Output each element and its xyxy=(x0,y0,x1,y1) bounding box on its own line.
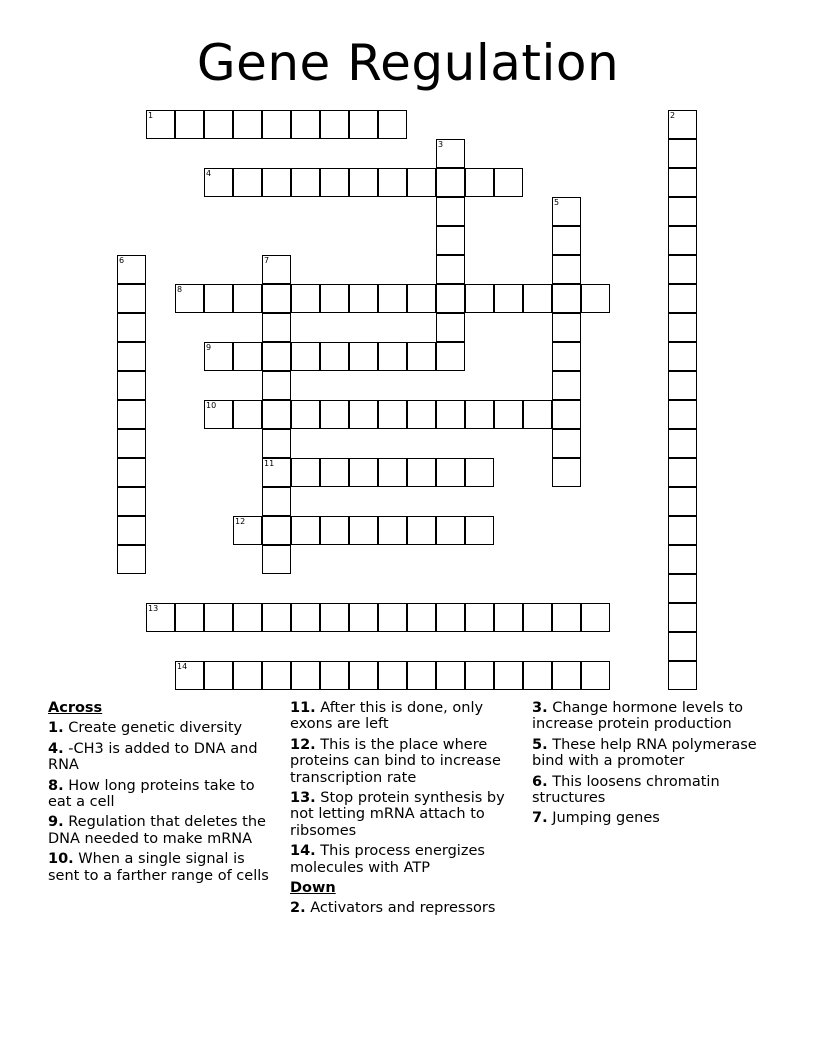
grid-cell[interactable] xyxy=(320,516,349,545)
grid-cell[interactable] xyxy=(407,284,436,313)
grid-cell[interactable] xyxy=(668,139,697,168)
grid-cell[interactable] xyxy=(552,226,581,255)
grid-cell[interactable] xyxy=(262,458,291,487)
clue-number-label: 6 xyxy=(119,256,125,265)
grid-cell[interactable] xyxy=(552,284,581,313)
grid-cell[interactable] xyxy=(668,313,697,342)
grid-cell[interactable] xyxy=(262,110,291,139)
clue-number-label: 13 xyxy=(148,604,159,613)
grid-cell[interactable] xyxy=(465,603,494,632)
grid-cell[interactable] xyxy=(581,284,610,313)
grid-cell[interactable] xyxy=(668,487,697,516)
grid-cell[interactable] xyxy=(233,110,262,139)
grid-cell[interactable] xyxy=(117,545,146,574)
grid-cell[interactable] xyxy=(494,661,523,690)
clue-across-14: 14. This process energizes molecules with ATP xyxy=(290,843,485,876)
grid-cell[interactable] xyxy=(378,342,407,371)
puzzle-title: Gene Regulation xyxy=(196,34,620,92)
grid-cell[interactable] xyxy=(291,603,320,632)
grid-cell[interactable] xyxy=(668,342,697,371)
grid-cell[interactable] xyxy=(262,545,291,574)
grid-cell[interactable] xyxy=(436,313,465,342)
grid-cell[interactable] xyxy=(552,400,581,429)
grid-cell[interactable] xyxy=(291,400,320,429)
grid-cell[interactable] xyxy=(262,168,291,197)
clue-across-12: 12. This is the place where proteins can bind to increase transcription rate xyxy=(290,736,501,786)
grid-cell[interactable] xyxy=(378,458,407,487)
down-heading: Down xyxy=(290,880,336,897)
grid-cell[interactable] xyxy=(204,110,233,139)
grid-cell[interactable] xyxy=(378,400,407,429)
grid-cell[interactable] xyxy=(320,342,349,371)
clue-down-2: 2. Activators and repressors xyxy=(290,900,496,917)
grid-cell[interactable] xyxy=(465,284,494,313)
grid-cell[interactable] xyxy=(117,342,146,371)
grid-cell[interactable] xyxy=(668,226,697,255)
grid-cell[interactable] xyxy=(233,516,262,545)
grid-cell[interactable] xyxy=(465,661,494,690)
grid-cell[interactable] xyxy=(117,371,146,400)
grid-cell[interactable] xyxy=(378,284,407,313)
grid-cell[interactable] xyxy=(291,168,320,197)
grid-cell[interactable] xyxy=(494,168,523,197)
grid-cell[interactable] xyxy=(320,458,349,487)
grid-cell[interactable] xyxy=(117,255,146,284)
grid-cell[interactable] xyxy=(552,458,581,487)
clue-down-7: 7. Jumping genes xyxy=(532,810,660,827)
grid-cell[interactable] xyxy=(204,603,233,632)
grid-cell[interactable] xyxy=(291,284,320,313)
grid-cell[interactable] xyxy=(378,168,407,197)
grid-cell[interactable] xyxy=(407,400,436,429)
grid-cell[interactable] xyxy=(175,110,204,139)
grid-cell[interactable] xyxy=(436,255,465,284)
grid-cell[interactable] xyxy=(552,371,581,400)
grid-cell[interactable] xyxy=(552,313,581,342)
grid-cell[interactable] xyxy=(262,255,291,284)
clue-number-label: 11 xyxy=(264,459,275,468)
clues-column-3 xyxy=(532,700,768,831)
grid-cell[interactable] xyxy=(349,284,378,313)
grid-cell[interactable] xyxy=(407,661,436,690)
grid-cell[interactable] xyxy=(494,400,523,429)
grid-cell[interactable] xyxy=(262,284,291,313)
grid-cell[interactable] xyxy=(668,458,697,487)
grid-cell[interactable] xyxy=(378,603,407,632)
grid-cell[interactable] xyxy=(581,661,610,690)
grid-cell[interactable] xyxy=(436,661,465,690)
grid-cell[interactable] xyxy=(436,603,465,632)
grid-cell[interactable] xyxy=(668,603,697,632)
grid-cell[interactable] xyxy=(233,168,262,197)
clue-across-9: 9. Regulation that deletes the DNA needed to make mRNA xyxy=(48,814,266,847)
clue-across-13: 13. Stop protein synthesis by not letting mRNA attach to ribsomes xyxy=(290,790,505,839)
grid-cell[interactable] xyxy=(465,516,494,545)
grid-cell[interactable] xyxy=(552,429,581,458)
grid-cell[interactable] xyxy=(117,487,146,516)
grid-cell[interactable] xyxy=(378,661,407,690)
grid-cell[interactable] xyxy=(117,313,146,342)
grid-cell[interactable] xyxy=(552,197,581,226)
grid-cell[interactable] xyxy=(349,661,378,690)
grid-cell[interactable] xyxy=(204,168,233,197)
clue-number-label: 12 xyxy=(235,517,246,526)
grid-cell[interactable] xyxy=(146,110,175,139)
clue-number-label: 8 xyxy=(177,285,183,294)
grid-cell[interactable] xyxy=(291,516,320,545)
grid-cell[interactable] xyxy=(436,458,465,487)
grid-cell[interactable] xyxy=(262,342,291,371)
grid-cell[interactable] xyxy=(204,342,233,371)
clue-across-4: 4. -CH3 is added to DNA and RNA xyxy=(48,740,258,774)
grid-cell[interactable] xyxy=(668,574,697,603)
grid-cell[interactable] xyxy=(320,168,349,197)
grid-cell[interactable] xyxy=(436,168,465,197)
grid-cell[interactable] xyxy=(668,516,697,545)
clue-number-label: 2 xyxy=(670,111,676,120)
grid-cell[interactable] xyxy=(233,661,262,690)
grid-cell[interactable] xyxy=(349,400,378,429)
clues-column-1 xyxy=(48,700,280,888)
clue-down-5: 5. These help RNA polymerase bind with a promoter xyxy=(532,736,757,770)
grid-cell[interactable] xyxy=(668,110,697,139)
grid-cell[interactable] xyxy=(436,284,465,313)
grid-cell[interactable] xyxy=(668,255,697,284)
clues-column-2 xyxy=(290,700,526,921)
clue-number-label: 1 xyxy=(148,111,154,120)
clue-number-label: 10 xyxy=(206,401,217,410)
grid-cell[interactable] xyxy=(668,429,697,458)
grid-cell[interactable] xyxy=(581,603,610,632)
grid-cell[interactable] xyxy=(117,400,146,429)
across-heading: Across xyxy=(48,700,103,716)
grid-cell[interactable] xyxy=(465,168,494,197)
grid-cell[interactable] xyxy=(465,458,494,487)
grid-cell[interactable] xyxy=(320,603,349,632)
grid-cell[interactable] xyxy=(349,458,378,487)
grid-cell[interactable] xyxy=(233,342,262,371)
grid-cell[interactable] xyxy=(320,400,349,429)
grid-cell[interactable] xyxy=(494,284,523,313)
grid-cell[interactable] xyxy=(262,603,291,632)
clue-number-label: 9 xyxy=(206,343,212,352)
grid-cell[interactable] xyxy=(668,284,697,313)
grid-cell[interactable] xyxy=(668,371,697,400)
grid-cell[interactable] xyxy=(117,458,146,487)
grid-cell[interactable] xyxy=(320,284,349,313)
grid-cell[interactable] xyxy=(465,400,494,429)
grid-cell[interactable] xyxy=(349,168,378,197)
clue-across-1: 1. Create genetic diversity xyxy=(48,720,243,737)
grid-cell[interactable] xyxy=(349,603,378,632)
grid-cell[interactable] xyxy=(349,516,378,545)
grid-cell[interactable] xyxy=(552,661,581,690)
grid-cell[interactable] xyxy=(407,342,436,371)
grid-cell[interactable] xyxy=(552,342,581,371)
grid-cell[interactable] xyxy=(175,661,204,690)
grid-cell[interactable] xyxy=(117,284,146,313)
grid-cell[interactable] xyxy=(291,110,320,139)
grid-cell[interactable] xyxy=(291,342,320,371)
grid-cell[interactable] xyxy=(668,632,697,661)
grid-cell[interactable] xyxy=(262,661,291,690)
grid-cell[interactable] xyxy=(349,110,378,139)
grid-cell[interactable] xyxy=(146,603,175,632)
grid-cell[interactable] xyxy=(262,400,291,429)
grid-cell[interactable] xyxy=(291,458,320,487)
clue-across-10: 10. When a single signal is sent to a farther range of cells xyxy=(48,851,269,884)
grid-cell[interactable] xyxy=(523,603,552,632)
grid-cell[interactable] xyxy=(117,516,146,545)
grid-cell[interactable] xyxy=(436,197,465,226)
clue-number-label: 3 xyxy=(438,140,444,149)
grid-cell[interactable] xyxy=(436,516,465,545)
grid-cell[interactable] xyxy=(436,139,465,168)
clue-number-label: 4 xyxy=(206,169,212,178)
grid-cell[interactable] xyxy=(668,545,697,574)
grid-cell[interactable] xyxy=(262,516,291,545)
grid-cell[interactable] xyxy=(407,516,436,545)
grid-cell[interactable] xyxy=(262,371,291,400)
grid-cell[interactable] xyxy=(378,516,407,545)
clue-number-label: 14 xyxy=(177,662,188,671)
grid-cell[interactable] xyxy=(291,661,320,690)
grid-cell[interactable] xyxy=(233,603,262,632)
grid-cell[interactable] xyxy=(523,284,552,313)
grid-cell[interactable] xyxy=(117,429,146,458)
grid-cell[interactable] xyxy=(320,110,349,139)
grid-cell[interactable] xyxy=(668,197,697,226)
clue-number-label: 5 xyxy=(554,198,560,207)
grid-cell[interactable] xyxy=(494,603,523,632)
grid-cell[interactable] xyxy=(668,400,697,429)
clue-down-3: 3. Change hormone levels to increase protein production xyxy=(532,700,744,733)
grid-cell[interactable] xyxy=(204,284,233,313)
clue-across-11: 11. After this is done, only exons are left xyxy=(290,700,484,733)
clue-across-8: 8. How long proteins take to eat a cell xyxy=(48,777,255,811)
grid-cell[interactable] xyxy=(175,603,204,632)
grid-cell[interactable] xyxy=(436,342,465,371)
grid-cell[interactable] xyxy=(262,313,291,342)
grid-cell[interactable] xyxy=(523,661,552,690)
grid-cell[interactable] xyxy=(523,400,552,429)
grid-cell[interactable] xyxy=(320,661,349,690)
grid-cell[interactable] xyxy=(552,255,581,284)
clue-down-6: 6. This loosens chromatin structures xyxy=(532,773,720,807)
grid-cell[interactable] xyxy=(407,168,436,197)
grid-cell[interactable] xyxy=(407,458,436,487)
grid-cell[interactable] xyxy=(668,661,697,690)
grid-cell[interactable] xyxy=(262,429,291,458)
grid-cell[interactable] xyxy=(378,110,407,139)
grid-cell[interactable] xyxy=(233,284,262,313)
grid-cell[interactable] xyxy=(262,487,291,516)
grid-cell[interactable] xyxy=(552,603,581,632)
grid-cell[interactable] xyxy=(668,168,697,197)
grid-cell[interactable] xyxy=(436,400,465,429)
grid-cell[interactable] xyxy=(349,342,378,371)
grid-cell[interactable] xyxy=(436,226,465,255)
grid-cell[interactable] xyxy=(204,661,233,690)
grid-cell[interactable] xyxy=(233,400,262,429)
clue-number-label: 7 xyxy=(264,256,270,265)
grid-cell[interactable] xyxy=(175,284,204,313)
grid-cell[interactable] xyxy=(407,603,436,632)
grid-cell[interactable] xyxy=(204,400,233,429)
